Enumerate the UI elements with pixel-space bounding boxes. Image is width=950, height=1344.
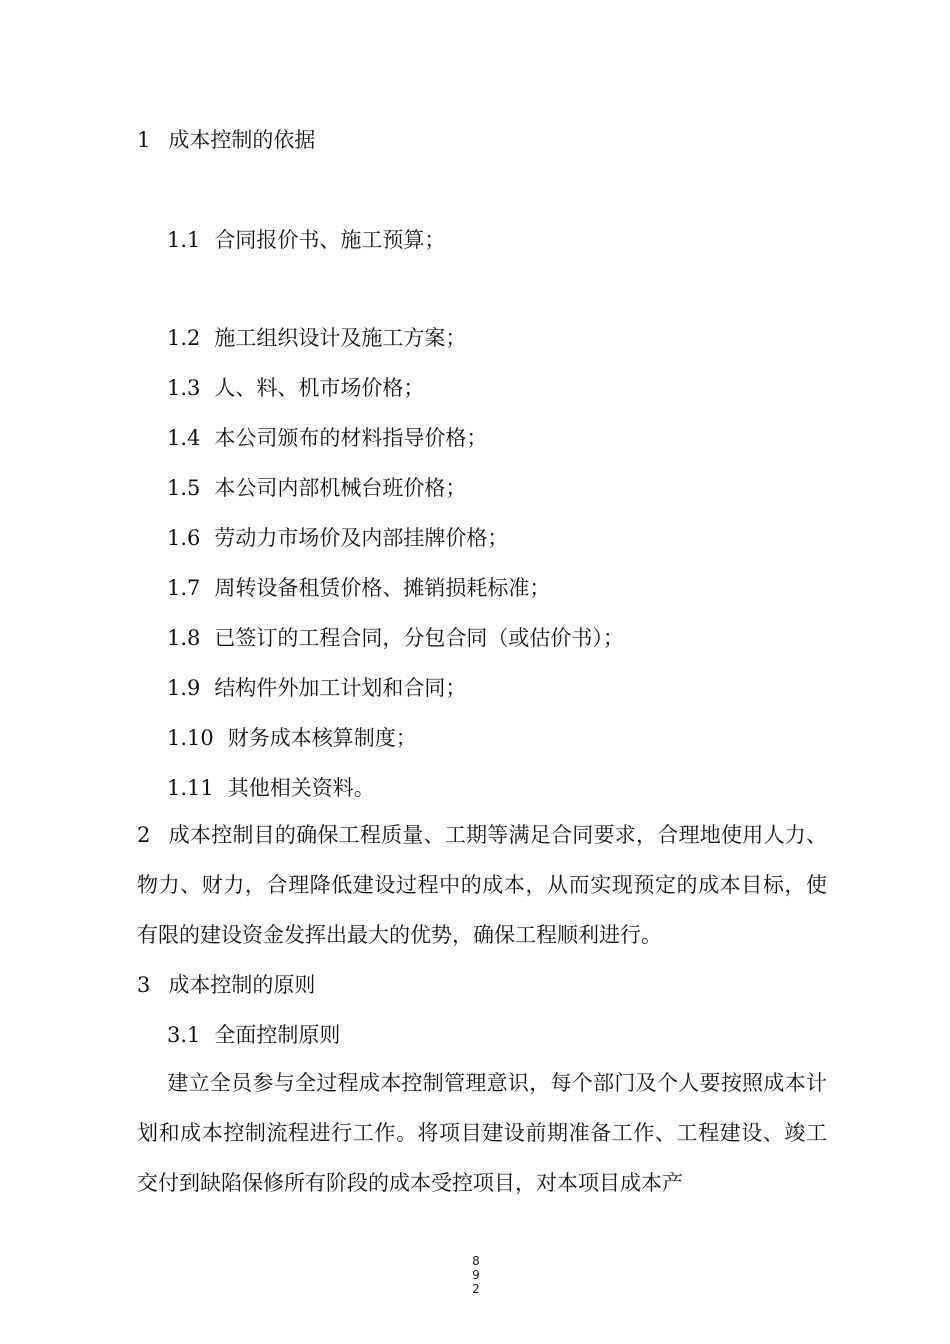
item-text: 其他相关资料。 [227,776,375,800]
section-2-text: 成本控制目的确保工程质量、工期等满足合同要求，合理地使用人力、物力、财力，合理降低建设过程中的成本，从而实现预定的成本目标，使有限的建设资金发挥出最大的优势，确保工程顺利进行。 [137,823,827,947]
list-item [167,723,417,753]
item-number: 1.5 [167,476,201,500]
list-item [167,773,375,803]
list-item [167,423,487,453]
subsection-heading [167,1020,340,1050]
page-number-digit: 8 [472,1254,480,1268]
list-item [167,225,445,255]
list-item [167,373,424,403]
item-text: 人、料、机市场价格； [214,376,425,400]
item-number: 1.10 [167,726,214,750]
list-item [167,523,508,553]
item-number: 1.1 [167,228,201,252]
item-number: 1.9 [167,676,201,700]
item-text: 本公司颁布的材料指导价格； [214,426,488,450]
section-number: 3 [137,973,151,997]
page-number [470,1254,482,1296]
page-number-digit: 2 [472,1282,480,1296]
page-number-digit: 9 [472,1268,480,1282]
item-text: 结构件外加工计划和合同； [214,676,467,700]
list-item [167,623,624,653]
item-number: 1.8 [167,626,201,650]
list-item [167,673,466,703]
list-item [167,473,466,503]
list-item [167,323,466,353]
section-number: 2 [137,823,151,847]
item-number: 1.2 [167,326,201,350]
section-title: 成本控制的原则 [168,973,316,997]
item-number: 1.7 [167,576,201,600]
list-item [167,573,550,603]
item-text: 已签订的工程合同，分包合同（或估价书）； [214,626,624,650]
item-text: 财务成本核算制度； [227,726,417,750]
item-text: 施工组织设计及施工方案； [214,326,467,350]
section-3-heading [137,970,315,1000]
body-paragraph [137,1058,827,1208]
item-text: 本公司内部机械台班价格； [214,476,467,500]
item-number: 1.6 [167,526,201,550]
section-2-paragraph [137,810,827,960]
item-number: 1.4 [167,426,201,450]
item-text: 周转设备租赁价格、摊销损耗标准； [214,576,551,600]
item-number: 3.1 [167,1023,201,1047]
item-number: 1.3 [167,376,201,400]
subsection-title: 全面控制原则 [214,1023,341,1047]
item-number: 1.11 [167,776,214,800]
paragraph-text: 建立全员参与全过程成本控制管理意识，每个部门及个人要按照成本计划和成本控制流程进行工作。将项目建设前期准备工作、工程建设、竣工交付到缺陷保修所有阶段的成本受控项目，对本项目成本产 [137,1071,827,1195]
item-text: 劳动力市场价及内部挂牌价格； [214,526,509,550]
section-title: 成本控制的依据 [168,128,316,152]
item-text: 合同报价书、施工预算； [214,228,446,252]
section-number: 1 [137,128,151,152]
section-1-heading [137,125,315,155]
